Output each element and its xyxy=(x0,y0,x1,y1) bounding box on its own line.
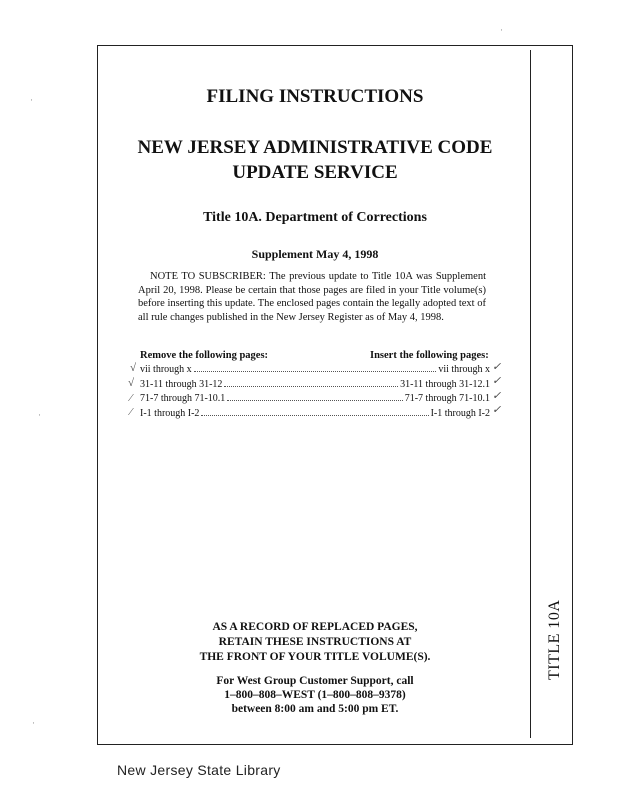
record-line: THE FRONT OF YOUR TITLE VOLUME(S). xyxy=(199,651,431,663)
remove-pages: 71-7 through 71-10.1 xyxy=(140,393,226,404)
code-title xyxy=(97,135,533,185)
record-instructions xyxy=(97,620,533,665)
supplement-date: Supplement May 4, 1998 xyxy=(251,247,379,261)
leader-dots xyxy=(194,363,437,372)
record-line: RETAIN THESE INSTRUCTIONS AT xyxy=(218,636,412,648)
handwritten-check-icon: ⁄ xyxy=(130,406,132,418)
support-hours: between 8:00 am and 5:00 pm ET. xyxy=(231,703,399,715)
subscriber-note xyxy=(138,270,486,324)
handwritten-check-icon: √ xyxy=(130,362,137,374)
table-row xyxy=(140,378,490,393)
remove-pages: vii through x xyxy=(140,364,192,375)
library-stamp: New Jersey State Library xyxy=(117,762,281,778)
remove-pages: 31-11 through 31-12 xyxy=(140,378,223,390)
code-title-line1: NEW JERSEY ADMINISTRATIVE CODE xyxy=(137,137,493,158)
record-line: AS A RECORD OF REPLACED PAGES, xyxy=(212,621,418,633)
support-line: For West Group Customer Support, call xyxy=(216,675,414,687)
remove-pages: I-1 through I-2 xyxy=(140,407,200,419)
handwritten-check-icon: ✓ xyxy=(492,375,502,387)
department-heading: Title 10A. Department of Corrections xyxy=(203,210,427,225)
handwritten-check-icon: ✓ xyxy=(492,390,502,402)
insert-pages: 71-7 through 71-10.1 xyxy=(404,393,490,404)
insert-heading: Insert the following pages: xyxy=(370,350,489,361)
table-row xyxy=(140,392,490,407)
handwritten-check-icon: ✓ xyxy=(492,404,502,416)
handwritten-check-icon: √ xyxy=(128,377,135,389)
code-title-line2: UPDATE SERVICE xyxy=(232,162,398,183)
table-row xyxy=(140,407,490,422)
handwritten-check-icon: ✓ xyxy=(492,361,502,373)
leader-dots xyxy=(227,392,402,401)
insert-pages: vii through x xyxy=(438,364,490,375)
remove-heading: Remove the following pages: xyxy=(140,350,269,361)
subscriber-note-text: NOTE TO SUBSCRIBER: The previous update to Title 10A was Supplement April 20, 1998. Please be certain that those pages are filed in your Title volume(s) before inserting this update. The enclosed pages contain the legally adopted text of all rule changes published in the New Jersey Register as of May 4, 1998. xyxy=(138,271,486,323)
support-phone: 1–800–808–WEST (1–800–808–9378) xyxy=(224,689,406,701)
side-tab-label: TITLE 10A xyxy=(546,599,563,680)
table-row xyxy=(140,363,490,378)
leader-dots xyxy=(201,407,428,416)
insert-pages: 31-11 through 31-12.1 xyxy=(400,378,490,390)
insert-pages: I-1 through I-2 xyxy=(430,407,490,419)
page-table xyxy=(140,363,490,421)
handwritten-check-icon: ⁄ xyxy=(130,392,132,404)
scan-speck: · xyxy=(500,25,503,35)
customer-support xyxy=(97,674,533,716)
scan-speck: · xyxy=(38,410,41,420)
scan-speck: · xyxy=(30,95,33,105)
scan-speck: · xyxy=(32,718,35,728)
leader-dots xyxy=(224,378,398,387)
page-title: FILING INSTRUCTIONS xyxy=(206,86,424,107)
